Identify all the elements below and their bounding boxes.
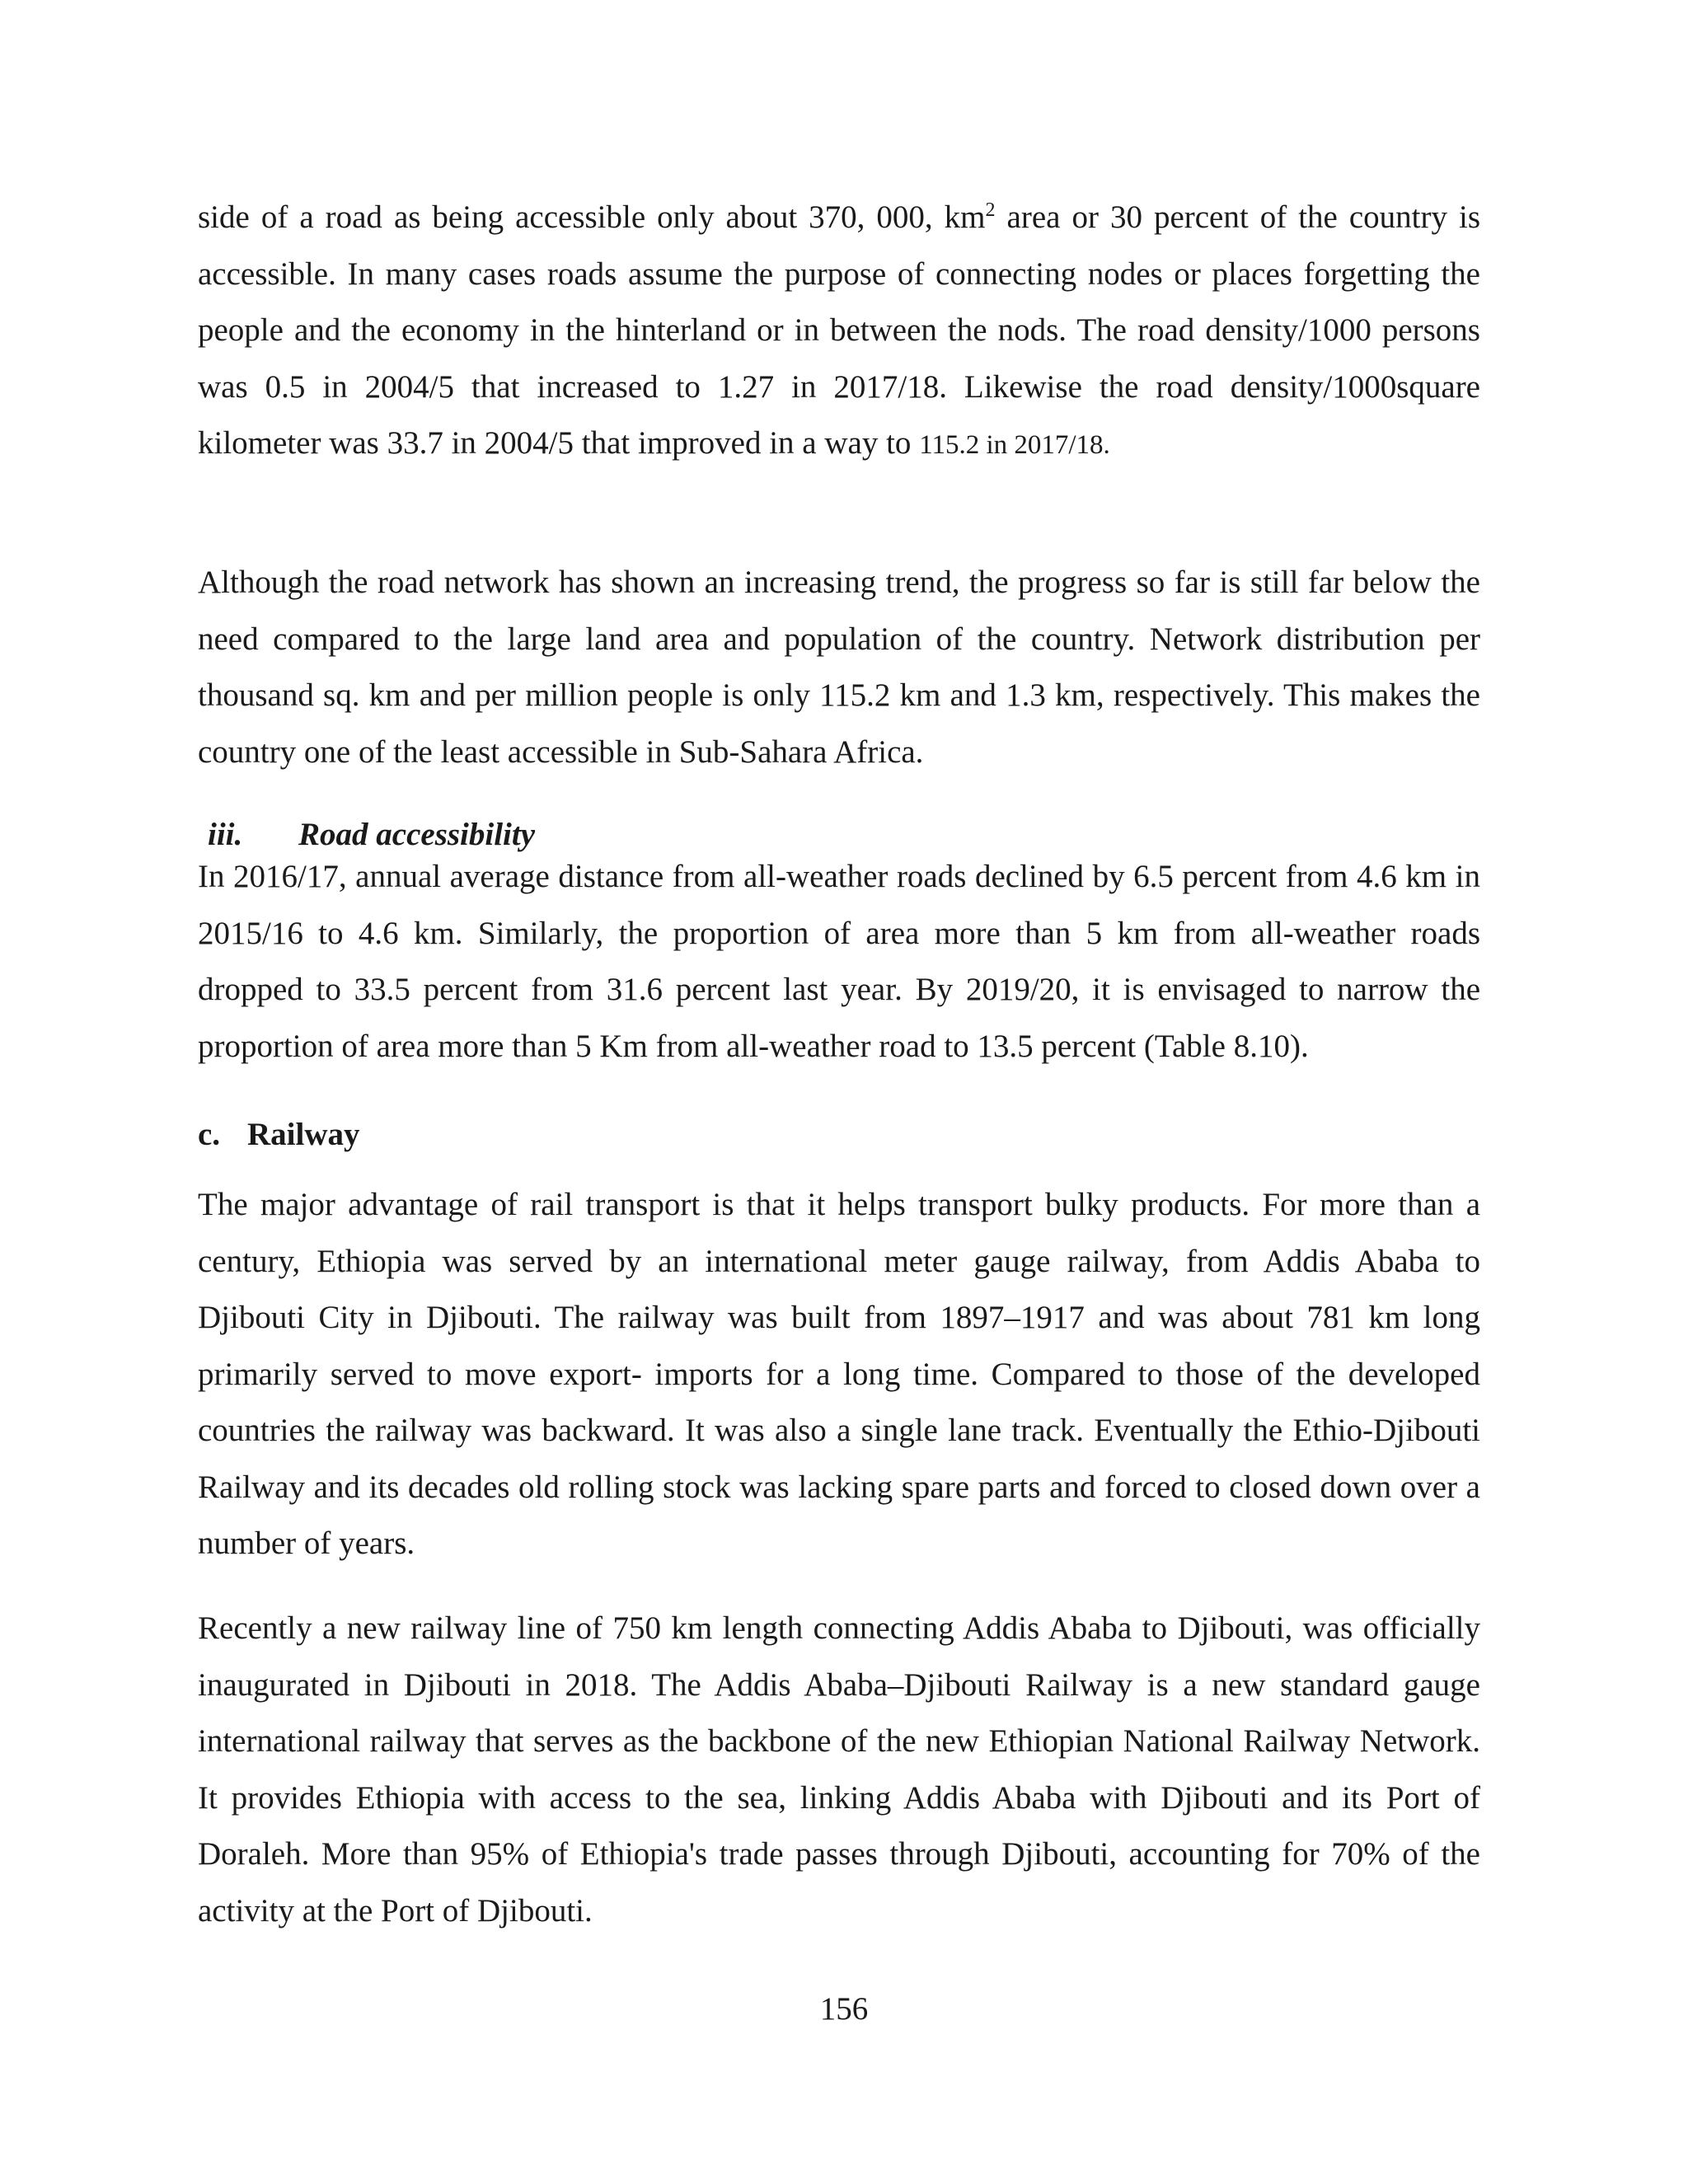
superscript-2: 2	[985, 199, 996, 221]
paragraph-road-density-text-a: side of a road as being accessible only about 370, 000, km	[198, 199, 986, 235]
paragraph-road-network: Although the road network has shown an increasing trend, the progress so far is still far below the need compared to the large land area and population of the country. Network distribution per thousand sq. km and per million people is only 115.2 km and 1.3 km, respectively. This makes the country one of the least accessible in Sub-Sahara Africa.	[198, 565, 1480, 770]
subsection-title: Road accessibility	[298, 817, 536, 852]
subsection-number: iii.	[208, 817, 243, 852]
subsection-heading	[208, 816, 535, 853]
page-number: 156	[819, 1991, 869, 2027]
paragraph-road-density-text-c: 115.2 in 2017/18.	[919, 430, 1110, 460]
paragraph-road-density-text-b: area or 30 percent of the country is accessible. In many cases roads assume the purpose of connecting nodes or places forgetting the people and the economy in the hinterland or in between the nods. The road density/1000 persons was 0.5 in 2004/5 that increased to 1.27 in 2017/18. Likewise the road density/1000square kilometer was 33.7 in 2004/5 that improved in a way to	[198, 199, 1480, 461]
section-letter: c.	[198, 1117, 221, 1152]
paragraph-railway-history: The major advantage of rail transport is that it helps transport bulky products. For more than a century, Ethiopia was served by an international meter gauge railway, from Addis Ababa to Djibouti City in Djibouti. The railway was built from 1897–1917 and was about 781 km long primarily served to move export- imports for a long time. Compared to those of the developed countries the railway was backward. It was also a single lane track. Eventually the Ethio-Djibouti Railway and its decades old rolling stock was lacking spare parts and forced to closed down over a number of years.	[198, 1187, 1480, 1561]
paragraph-new-railway: Recently a new railway line of 750 km length connecting Addis Ababa to Djibouti, was officially inaugurated in Djibouti in 2018. The Addis Ababa–Djibouti Railway is a new standard gauge international railway that serves as the backbone of the new Ethiopian National Railway Network. It provides Ethiopia with access to the sea, linking Addis Ababa with Djibouti and its Port of Doraleh. More than 95% of Ethiopia's trade passes through Djibouti, accounting for 70% of the activity at the Port of Djibouti.	[198, 1610, 1480, 1929]
section-heading	[198, 1116, 360, 1153]
section-title: Railway	[247, 1117, 360, 1152]
paragraph-road-accessibility: In 2016/17, annual average distance from all-weather roads declined by 6.5 percent from 4.6 km in 2015/16 to 4.6 km. Similarly, the proportion of area more than 5 km from all-weather roads dropped to 33.5 percent from 31.6 percent last year. By 2019/20, it is envisaged to narrow the proportion of area more than 5 Km from all-weather road to 13.5 percent (Table 8.10).	[198, 859, 1480, 1064]
paragraph-road-density	[198, 190, 1480, 474]
